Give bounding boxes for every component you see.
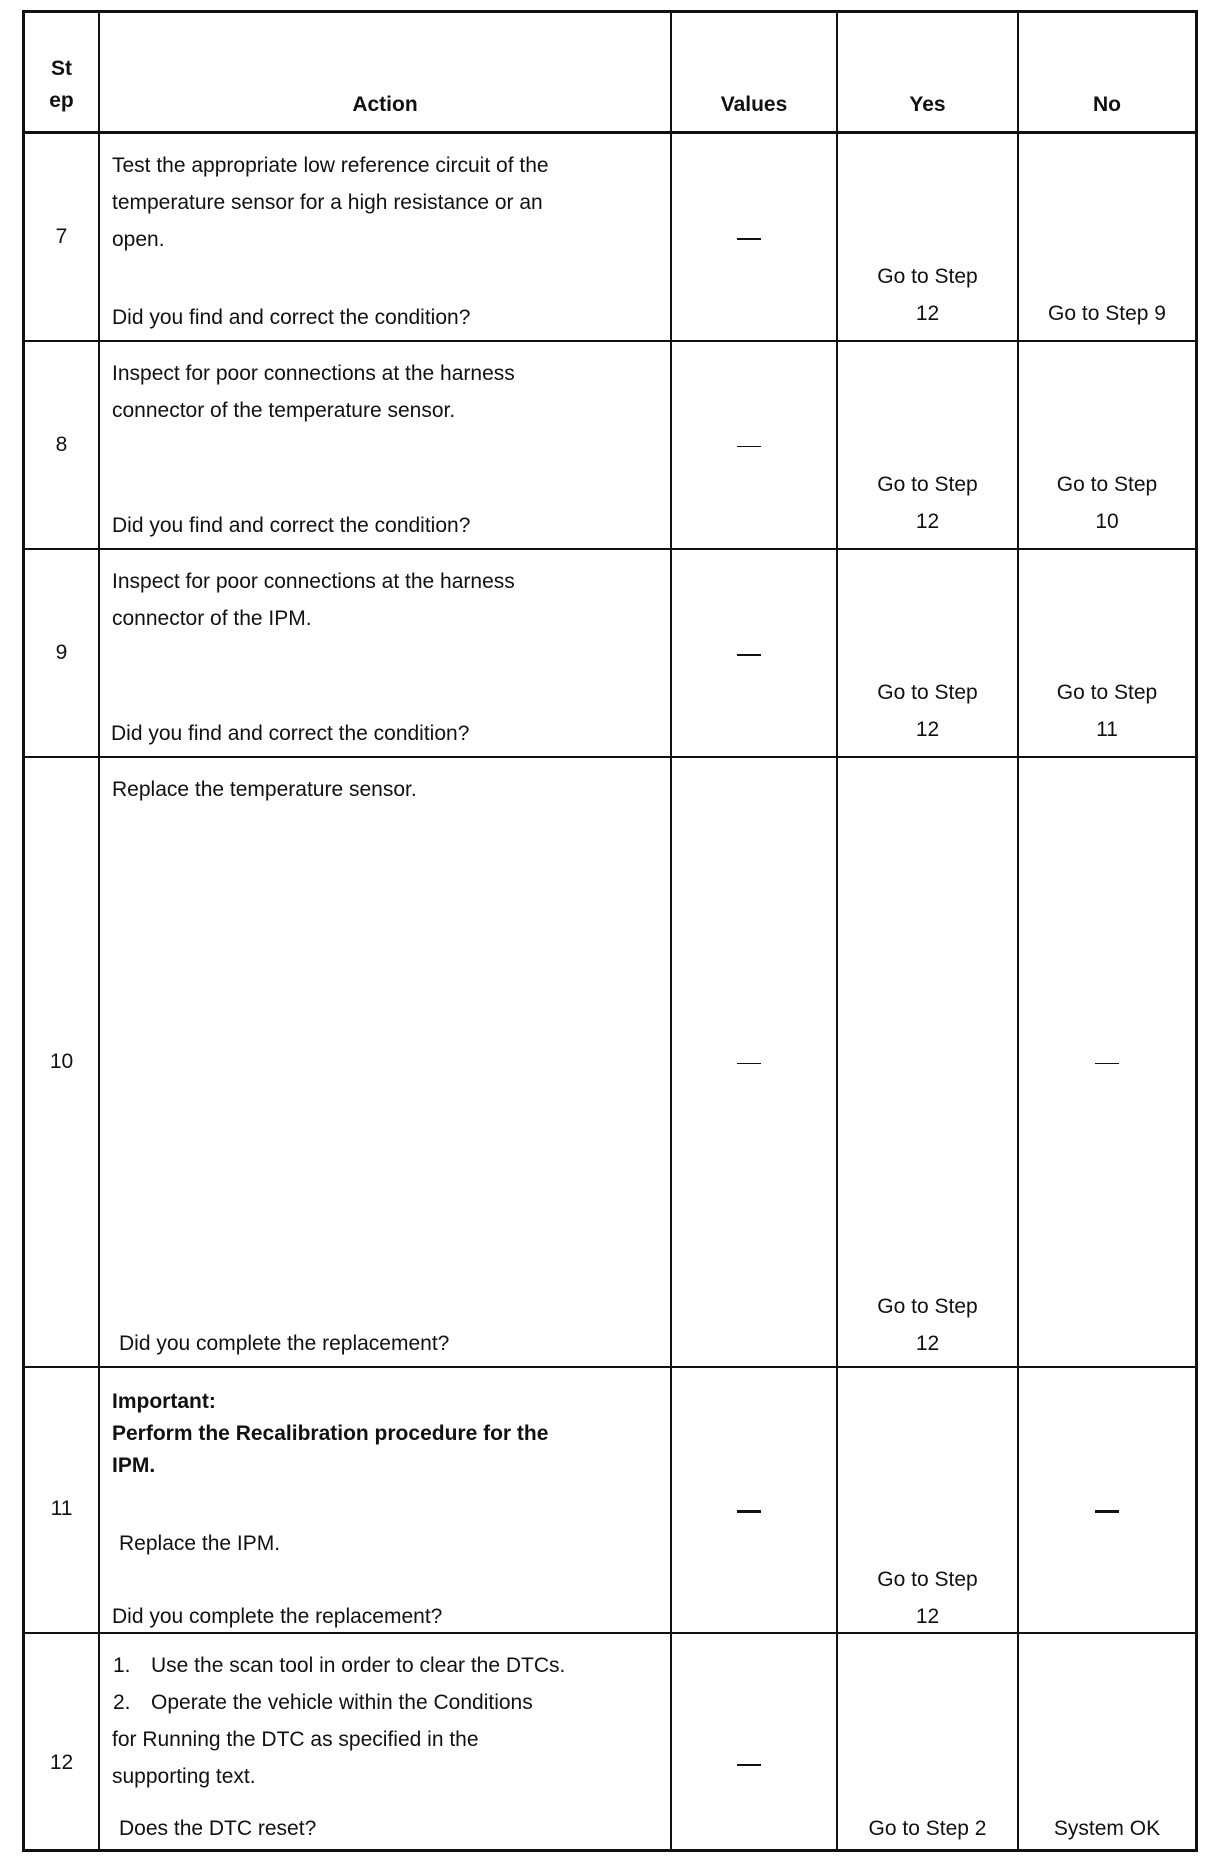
question-text: Did you find and correct the condition? — [112, 514, 471, 537]
action-line: supporting text. — [112, 1765, 256, 1788]
no-value-dash — [737, 1764, 761, 1766]
question-text: Did you complete the replacement? — [119, 1332, 450, 1355]
no-result — [1019, 466, 1195, 540]
no-line: Go to Step — [1056, 473, 1158, 496]
yes-result — [838, 674, 1017, 748]
action-line: Inspect for poor connections at the harness — [112, 570, 515, 593]
no-line: System OK — [1053, 1817, 1161, 1840]
yes-line: 12 — [915, 1605, 940, 1628]
action-text — [112, 147, 549, 258]
yes-line: Go to Step — [877, 1568, 978, 1591]
action-text — [112, 1721, 479, 1795]
header-values: Values — [720, 93, 788, 116]
yes-line: Go to Step — [877, 1295, 978, 1318]
header-divider — [25, 131, 1195, 134]
question-text: Did you find and correct the condition? — [111, 722, 470, 745]
question-text: Did you find and correct the condition? — [112, 306, 471, 329]
important-line: IPM. — [112, 1454, 156, 1477]
action-line: Replace the IPM. — [119, 1532, 281, 1555]
step-number: 8 — [55, 433, 68, 456]
important-line: Important: — [112, 1390, 216, 1413]
step-number: 12 — [49, 1751, 74, 1774]
no-next-step-dash — [1095, 1510, 1119, 1513]
yes-result — [838, 1288, 1017, 1362]
list-item-number: 2. — [113, 1691, 131, 1714]
no-value-dash — [737, 446, 761, 447]
row-divider — [25, 548, 1195, 550]
yes-result — [838, 1561, 1017, 1635]
question-text: Did you complete the replacement? — [112, 1605, 443, 1628]
no-line: Go to Step — [1056, 681, 1158, 704]
step-number: 10 — [49, 1050, 74, 1073]
yes-line: Go to Step — [877, 265, 978, 288]
row-divider — [25, 340, 1195, 342]
list-item-text: Use the scan tool in order to clear the DTCs. — [151, 1654, 566, 1677]
important-line: Perform the Recalibration procedure for the — [112, 1422, 549, 1445]
yes-line: Go to Step 2 — [868, 1817, 987, 1840]
yes-line: 12 — [915, 718, 940, 741]
no-result — [1019, 674, 1195, 748]
header-step-line1: St — [51, 57, 72, 80]
yes-result — [838, 1810, 1017, 1847]
header-no: No — [1093, 93, 1121, 116]
no-line: Go to Step 9 — [1048, 302, 1166, 325]
action-line: Test the appropriate low reference circuit of the — [112, 154, 549, 177]
column-divider — [1017, 13, 1019, 1849]
no-result — [1019, 1810, 1195, 1847]
numbered-list — [113, 1647, 565, 1721]
row-divider — [25, 756, 1195, 758]
yes-line: 12 — [915, 510, 940, 533]
header-step-line2: ep — [49, 89, 74, 112]
no-result — [1019, 295, 1195, 332]
column-divider — [670, 13, 672, 1849]
column-divider — [98, 13, 100, 1849]
no-value-dash — [737, 1063, 761, 1064]
action-line: open. — [112, 228, 165, 251]
no-line: 11 — [1096, 718, 1118, 741]
yes-result — [838, 466, 1017, 540]
list-item-text: Operate the vehicle within the Conditions — [151, 1691, 533, 1714]
yes-line: Go to Step — [877, 681, 978, 704]
no-value-dash — [737, 238, 761, 240]
action-line: connector of the temperature sensor. — [112, 399, 456, 422]
row-divider — [25, 1366, 1195, 1368]
yes-line: Go to Step — [877, 473, 978, 496]
no-line: 10 — [1095, 510, 1119, 533]
action-text — [112, 355, 515, 429]
action-text — [112, 771, 417, 808]
important-note — [112, 1386, 548, 1482]
yes-line: 12 — [915, 1332, 940, 1355]
list-item — [113, 1647, 565, 1684]
action-line: temperature sensor for a high resistance or an — [112, 191, 543, 214]
no-value-dash — [737, 1510, 761, 1513]
step-number: 11 — [50, 1497, 73, 1520]
diagnostic-table — [22, 10, 1198, 1852]
no-next-step-dash — [1095, 1063, 1119, 1064]
action-text — [119, 1525, 280, 1562]
question-text: Does the DTC reset? — [119, 1817, 317, 1840]
action-line: Inspect for poor connections at the harness — [112, 362, 515, 385]
yes-result — [838, 258, 1017, 332]
action-line: for Running the DTC as specified in the — [112, 1728, 479, 1751]
no-value-dash — [737, 654, 761, 656]
action-line: Replace the temperature sensor. — [112, 778, 417, 801]
list-item-number: 1. — [113, 1654, 131, 1677]
step-number: 7 — [55, 225, 68, 248]
header-step — [25, 53, 98, 117]
action-text — [112, 563, 515, 637]
header-action: Action — [352, 93, 418, 116]
list-item — [113, 1684, 565, 1721]
header-yes: Yes — [909, 93, 946, 116]
action-line: connector of the IPM. — [112, 607, 312, 630]
yes-line: 12 — [915, 302, 940, 325]
step-number: 9 — [55, 641, 68, 664]
